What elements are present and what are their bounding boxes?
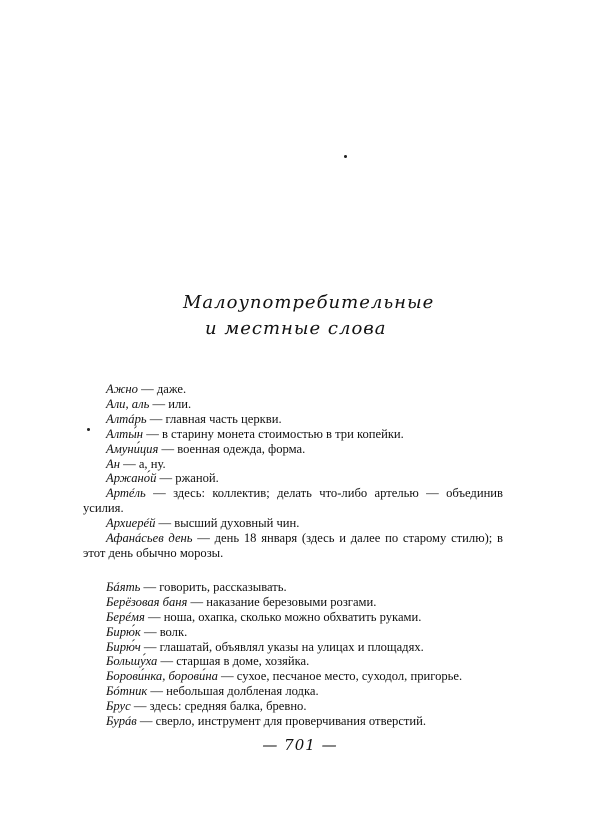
glossary-entry (83, 595, 503, 610)
glossary-definition: — день 18 января (здесь и далее по старому стилю); в этот день обычно морозы. (83, 531, 503, 560)
glossary-definition: — здесь: коллектив; делать что-либо артелью — объединив усилия. (83, 486, 503, 516)
glossary-entry (83, 442, 503, 457)
glossary-entry (83, 397, 503, 412)
glossary-term: Бóтник (106, 684, 148, 699)
glossary-entry (83, 625, 503, 640)
heading-line-2: и местные слова (205, 318, 387, 339)
glossary-term: Ан (106, 456, 120, 471)
glossary-term: Ажно (106, 382, 138, 396)
glossary-entry (83, 486, 503, 516)
glossary-entry (83, 382, 503, 397)
glossary-term: Бирю́к (106, 624, 141, 639)
glossary-term: Артéль (106, 486, 146, 501)
glossary-definition: — говорить, рассказывать. (140, 579, 287, 594)
glossary-entry (83, 427, 503, 442)
glossary-term: Амуни́ция (106, 441, 159, 456)
glossary-definition: — старшая в доме, хозяйка. (157, 654, 310, 669)
glossary-entry (83, 640, 503, 655)
glossary-term: Бирю́ч (106, 639, 141, 654)
glossary-term: Берéмя (106, 609, 145, 624)
glossary-definition: — небольшая долбленая лодка. (147, 684, 319, 699)
glossary-entry (83, 580, 503, 595)
glossary-section-a (83, 382, 503, 561)
glossary-term: Бáять (106, 579, 141, 594)
speck-mark (344, 155, 347, 158)
glossary-term: Алтáрь (106, 411, 147, 426)
glossary-definition: — высший духовный чин. (155, 516, 300, 531)
glossary-entry (83, 684, 503, 699)
glossary-term: Большу́ха (106, 654, 158, 669)
glossary-term: Алты́н (106, 426, 144, 441)
glossary-definition: — в старину монета стоимостью в три копейки. (143, 426, 404, 441)
glossary-entry (83, 610, 503, 625)
glossary-entry (83, 531, 503, 561)
glossary-section-b (83, 580, 503, 729)
glossary-term: Архиерéй (106, 516, 156, 531)
glossary-definition: — глашатай, объявлял указы на улицах и площадях. (140, 639, 424, 654)
glossary-entry (83, 699, 503, 714)
glossary-definition: — наказание березовыми розгами. (187, 594, 377, 609)
glossary-entry (83, 412, 503, 427)
glossary-definition: — а, ну. (119, 456, 166, 471)
glossary-term: Брус (106, 699, 131, 714)
glossary (83, 382, 503, 729)
glossary-definition: — военная одежда, форма. (158, 441, 306, 456)
glossary-definition: — здесь: средняя балка, бревно. (130, 699, 307, 714)
glossary-entry (83, 654, 503, 669)
page-number: — 701 — (262, 736, 338, 754)
glossary-definition: — ржаной. (156, 471, 219, 486)
glossary-term: Борови́нка, борови́на (106, 669, 218, 684)
glossary-term: Али, аль (106, 396, 150, 411)
glossary-entry (83, 457, 503, 472)
glossary-definition: — сверло, инструмент для проверчивания отверстий. (136, 714, 427, 729)
glossary-term: Бурáв (106, 714, 137, 729)
glossary-term: Аржано́й (106, 471, 157, 486)
glossary-entry (83, 714, 503, 729)
glossary-entry (83, 471, 503, 486)
glossary-entry (83, 669, 503, 684)
glossary-term: Берёзовая баня (106, 594, 188, 609)
glossary-entry (83, 516, 503, 531)
glossary-term: Афанáсьев день (106, 531, 193, 546)
glossary-definition: — или. (149, 396, 192, 411)
glossary-definition: — главная часть церкви. (146, 411, 282, 426)
glossary-definition: — сухое, песчаное место, суходол, пригорье. (217, 669, 463, 684)
glossary-definition: — ноша, охапка, сколько можно обхватить руками. (144, 609, 422, 624)
glossary-definition: — волк. (140, 624, 188, 639)
heading-line-1: Малоупотребительные (183, 292, 435, 313)
glossary-definition: — даже. (137, 382, 187, 396)
